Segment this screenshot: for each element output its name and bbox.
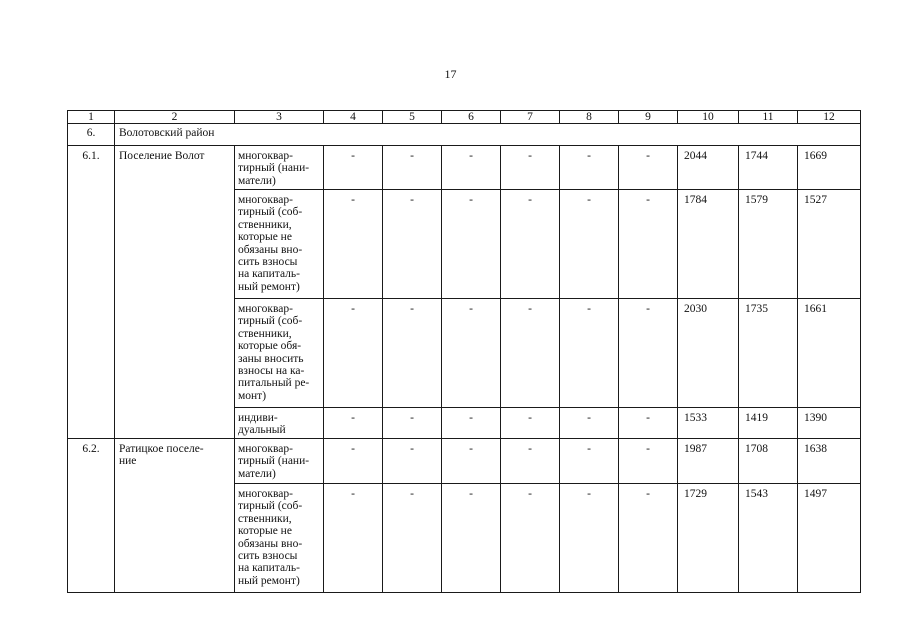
column-number: 1 xyxy=(68,111,115,124)
housing-type-line: ный ремонт) xyxy=(238,574,300,587)
empty-value-cell: - xyxy=(442,146,501,190)
housing-type-line: ственники, xyxy=(238,512,292,525)
column-number: 11 xyxy=(739,111,798,124)
housing-type-line: обязаны вно- xyxy=(238,537,303,550)
column-number: 2 xyxy=(115,111,235,124)
housing-type-line: матели) xyxy=(238,467,276,480)
empty-value-cell: - xyxy=(619,299,678,408)
empty-value-cell: - xyxy=(560,190,619,299)
table-row xyxy=(68,439,861,484)
empty-value-cell: - xyxy=(501,484,560,593)
empty-value-cell: - xyxy=(501,408,560,439)
housing-type-line: ственники, xyxy=(238,327,292,340)
empty-value-cell: - xyxy=(383,439,442,484)
value-cell: 1579 xyxy=(739,190,798,299)
empty-value-cell: - xyxy=(442,190,501,299)
empty-value-cell: - xyxy=(501,190,560,299)
housing-type-line: многоквар- xyxy=(238,443,293,455)
housing-type xyxy=(235,190,324,299)
value-cell: 1729 xyxy=(678,484,739,593)
value-cell: 1708 xyxy=(739,439,798,484)
empty-value-cell: - xyxy=(442,439,501,484)
housing-type-line: многоквар- xyxy=(238,150,293,162)
column-number: 5 xyxy=(383,111,442,124)
housing-type-line: многоквар- xyxy=(238,303,293,315)
housing-type-line: тирный (нани- xyxy=(238,455,310,468)
column-number: 6 xyxy=(442,111,501,124)
empty-value-cell: - xyxy=(324,146,383,190)
empty-value-cell: - xyxy=(619,439,678,484)
settlement-name: Поселение Волот xyxy=(115,146,235,439)
housing-type-line: взносы на ка- xyxy=(238,365,305,378)
housing-type xyxy=(235,299,324,408)
empty-value-cell: - xyxy=(560,146,619,190)
tariff-table xyxy=(67,110,861,593)
settlement-name-line: Ратицкое поселе- xyxy=(119,443,204,455)
value-cell: 1638 xyxy=(798,439,861,484)
housing-type-line: которые не xyxy=(238,525,292,538)
empty-value-cell: - xyxy=(324,408,383,439)
table-row xyxy=(68,146,861,190)
housing-type-line: многоквар- xyxy=(238,194,293,206)
housing-type-line: индиви- xyxy=(238,412,278,424)
housing-type-line: заны вносить xyxy=(238,352,304,365)
empty-value-cell: - xyxy=(560,484,619,593)
empty-value-cell: - xyxy=(383,146,442,190)
column-number: 7 xyxy=(501,111,560,124)
empty-value-cell: - xyxy=(383,484,442,593)
empty-value-cell: - xyxy=(619,146,678,190)
settlement-name xyxy=(115,439,235,593)
value-cell: 1533 xyxy=(678,408,739,439)
housing-type-line: на капиталь- xyxy=(238,268,300,281)
value-cell: 2030 xyxy=(678,299,739,408)
column-number: 12 xyxy=(798,111,861,124)
empty-value-cell: - xyxy=(324,190,383,299)
value-cell: 1390 xyxy=(798,408,861,439)
housing-type-line: обязаны вно- xyxy=(238,243,303,256)
empty-value-cell: - xyxy=(619,190,678,299)
empty-value-cell: - xyxy=(442,408,501,439)
housing-type-line: питальный ре- xyxy=(238,377,310,390)
group-number: 6.1. xyxy=(68,146,115,439)
column-number: 9 xyxy=(619,111,678,124)
value-cell: 1527 xyxy=(798,190,861,299)
empty-value-cell: - xyxy=(619,408,678,439)
housing-type-line: тирный (соб- xyxy=(238,315,303,328)
housing-type-line: дуальный xyxy=(238,424,286,437)
empty-value-cell: - xyxy=(501,299,560,408)
group-number: 6.2. xyxy=(68,439,115,593)
housing-type-line: ственники, xyxy=(238,218,292,231)
housing-type-line: тирный (соб- xyxy=(238,500,303,513)
housing-type-line: ный ремонт) xyxy=(238,280,300,293)
column-number: 10 xyxy=(678,111,739,124)
empty-value-cell: - xyxy=(324,439,383,484)
page-number: 17 xyxy=(444,67,457,81)
housing-type xyxy=(235,146,324,190)
housing-type xyxy=(235,484,324,593)
empty-value-cell: - xyxy=(501,146,560,190)
value-cell: 1669 xyxy=(798,146,861,190)
empty-value-cell: - xyxy=(442,299,501,408)
value-cell: 2044 xyxy=(678,146,739,190)
empty-value-cell: - xyxy=(560,408,619,439)
empty-value-cell: - xyxy=(383,299,442,408)
value-cell: 1987 xyxy=(678,439,739,484)
section-row xyxy=(68,124,861,146)
housing-type-line: многоквар- xyxy=(238,488,293,500)
value-cell: 1419 xyxy=(739,408,798,439)
section-name: Волотовский район xyxy=(115,124,861,146)
housing-type-line: сить взносы xyxy=(238,256,298,269)
value-cell: 1543 xyxy=(739,484,798,593)
housing-type-line: монт) xyxy=(238,389,267,402)
housing-type xyxy=(235,408,324,439)
column-number-row xyxy=(68,111,861,124)
value-cell: 1735 xyxy=(739,299,798,408)
empty-value-cell: - xyxy=(619,484,678,593)
empty-value-cell: - xyxy=(383,408,442,439)
value-cell: 1661 xyxy=(798,299,861,408)
value-cell: 1497 xyxy=(798,484,861,593)
empty-value-cell: - xyxy=(383,190,442,299)
section-number: 6. xyxy=(68,124,115,146)
housing-type-line: которые обя- xyxy=(238,340,302,353)
housing-type-line: которые не xyxy=(238,231,292,244)
settlement-name-line: ние xyxy=(119,455,137,468)
empty-value-cell: - xyxy=(560,439,619,484)
housing-type xyxy=(235,439,324,484)
empty-value-cell: - xyxy=(324,484,383,593)
value-cell: 1744 xyxy=(739,146,798,190)
value-cell: 1784 xyxy=(678,190,739,299)
housing-type-line: матели) xyxy=(238,174,276,187)
column-number: 4 xyxy=(324,111,383,124)
housing-type-line: на капиталь- xyxy=(238,562,300,575)
housing-type-line: тирный (нани- xyxy=(238,162,310,175)
empty-value-cell: - xyxy=(324,299,383,408)
empty-value-cell: - xyxy=(442,484,501,593)
empty-value-cell: - xyxy=(560,299,619,408)
empty-value-cell: - xyxy=(501,439,560,484)
housing-type-line: тирный (соб- xyxy=(238,206,303,219)
column-number: 8 xyxy=(560,111,619,124)
column-number: 3 xyxy=(235,111,324,124)
housing-type-line: сить взносы xyxy=(238,550,298,563)
